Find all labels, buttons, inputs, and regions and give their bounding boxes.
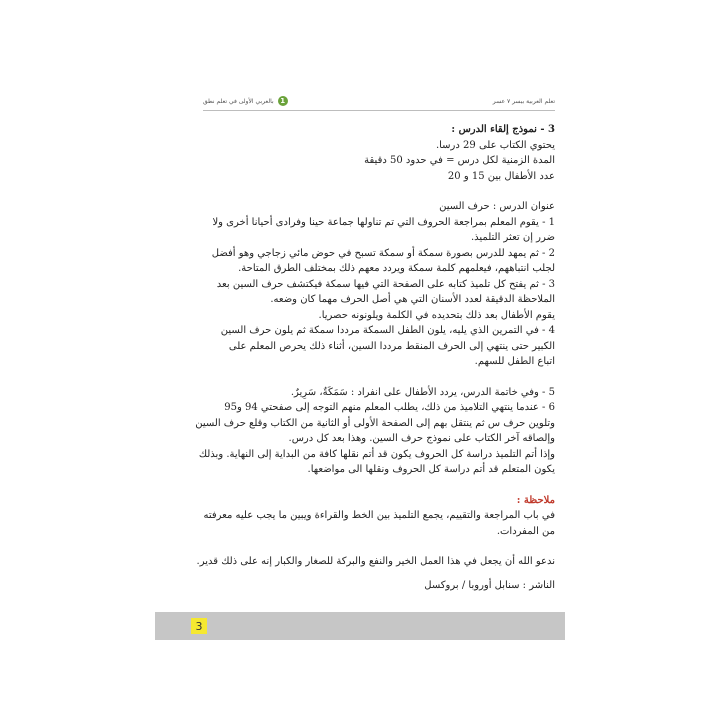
document-page [155, 92, 565, 640]
text-line: وإذا أتم التلميذ دراسة كل الحروف يكون قد أتم نقلها كافة من البداية إلى النهاية. وبذلك [198, 448, 555, 460]
series-title: بالعربي الأولى في تعلم نطق [203, 97, 274, 105]
text-line: الكبير حتى ينتهي إلى الحرف المنقط مرددا السين، أثناء ذلك يحرص المعلم على [228, 340, 555, 352]
text-line: عدد الأطفال بين 15 و 20 [447, 170, 555, 182]
text-line: 2 - ثم يمهد للدرس بصورة سمكة أو سمكة تسبح في حوض مائي زجاجي وهو أفضل [211, 247, 555, 259]
text-line: الملاحظة الدقيقة لعدد الأسنان التي هي أصل الحرف مهما كان وضعه. [270, 294, 555, 305]
text-line: وتلوين حرف س ثم ينتقل بهم إلى الصفحة الأولى أو الثانية من الكتاب وقلع حرف السين [195, 417, 555, 429]
page-footer [155, 612, 565, 640]
section-heading: 3 - نموذج إلقاء الدرس : [451, 124, 555, 135]
publisher-line: الناشر : سنابل أوروبا / بروكسل [424, 579, 555, 591]
text-line: 3 - ثم يفتح كل تلميذ كتابه على الصفحة التي فيها سمكة فيكتشف حرف السين بعد [216, 278, 555, 290]
text-line: 4 - في التمرين الذي يليه، يلون الطفل السمكة مرددا سمكة ثم يلون حرف السين [220, 325, 555, 336]
note-heading: ملاحظة : [516, 494, 555, 506]
text-line: من المفردات. [496, 525, 555, 537]
text-line: ضرر إن تعثر التلميذ. [470, 232, 555, 243]
page-content [175, 122, 555, 593]
book-title: تعلم العربية بيسر ٧ عسر [492, 98, 555, 105]
text-line: 6 - عندما ينتهي التلاميذ من ذلك، يطلب المعلم منهم التوجه إلى صفحتي 94 و95 [224, 402, 555, 413]
text-line: يقوم الأطفال بعد ذلك بتحديده في الكلمة ويلونونه حصريا. [318, 309, 555, 321]
header-left [203, 96, 288, 106]
series-logo: 1 [278, 96, 288, 106]
text-line: اتباع الطفل للسهم. [474, 356, 555, 367]
text-line: 5 - وفي خاتمة الدرس، يردد الأطفال على انفراد : سَمَكَةٌ، سَرِيرٌ. [290, 386, 555, 398]
text-line: يكون المتعلم قد أتم دراسة كل الحروف ونقلها الى مواضعها. [307, 464, 555, 475]
text-line: المدة الزمنية لكل درس = في حدود 50 دقيقة [364, 155, 555, 166]
page-number: 3 [191, 618, 207, 634]
lesson-title: عنوان الدرس : حرف السين [439, 201, 555, 212]
text-line: في باب المراجعة والتقييم، يجمع التلميذ بين الخط والقراءة ويبين ما يجب عليه معرفته [203, 510, 555, 521]
text-line: 1 - يقوم المعلم بمراجعة الحروف التي تم تناولها جماعة حينا وفرادى أحيانا أخرى ولا [212, 216, 555, 228]
text-line: لجلب انتباههم، فيعلمهم كلمة سمكة ويردد معهم ذلك بمختلف الطرق المتاحة. [238, 263, 555, 274]
text-line: وإلصاقه آخر الكتاب على نموذج حرف السين. وهذا بعد كل درس. [288, 433, 555, 444]
page-header [203, 96, 555, 111]
text-line: يحتوي الكتاب على 29 درسا. [435, 139, 555, 151]
closing-prayer: ندعو الله أن يجعل في هذا العمل الخير والنفع والبركة للصغار والكبار إنه على ذلك قدير. [196, 556, 555, 567]
